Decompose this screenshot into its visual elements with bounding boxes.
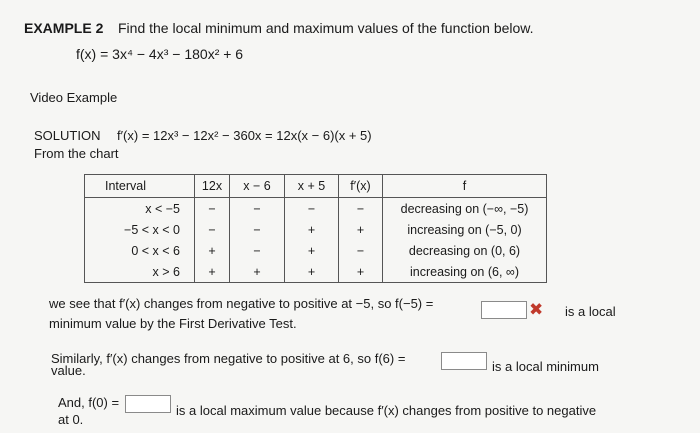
cell-sign: + [285, 261, 339, 283]
video-example-link[interactable]: Video Example [30, 90, 118, 105]
cell-behavior: increasing on (−5, 0) [383, 219, 547, 240]
cell-sign: − [195, 198, 230, 220]
header-12x: 12x [195, 175, 230, 198]
cell-sign: + [285, 219, 339, 240]
cell-behavior: increasing on (6, ∞) [383, 261, 547, 283]
cell-sign: − [230, 198, 285, 220]
derivative-expression: f′(x) = 12x³ − 12x² − 360x = 12x(x − 6)(x + 5) [117, 128, 372, 143]
cell-sign: − [195, 219, 230, 240]
value-text: value. [51, 363, 86, 378]
cell-behavior: decreasing on (−∞, −5) [383, 198, 547, 220]
solution-label: SOLUTION [34, 128, 101, 143]
header-interval: Interval [85, 175, 195, 198]
table-row [85, 261, 547, 283]
header-f: f [383, 175, 547, 198]
cell-interval: −5 < x < 0 [85, 219, 195, 240]
cell-sign: − [230, 240, 285, 261]
table-row [85, 240, 547, 261]
cell-sign: − [339, 198, 383, 220]
answer-f-neg5-input[interactable] [481, 301, 527, 319]
at-zero-text: at 0. [58, 412, 84, 427]
cell-behavior: decreasing on (0, 6) [383, 240, 547, 261]
answer-f-0-input[interactable] [125, 395, 171, 413]
incorrect-x-icon: ✖ [529, 300, 544, 319]
min-neg5-text: we see that f′(x) changes from negative to positive at −5, so f(−5) = [49, 296, 434, 311]
cell-sign: − [285, 198, 339, 220]
cell-sign: − [230, 219, 285, 240]
cell-interval: x < −5 [85, 198, 195, 220]
is-local-text: is a local [565, 304, 616, 319]
first-derivative-test-text: minimum value by the First Derivative Test. [49, 316, 297, 331]
local-maximum-text: is a local maximum value because f′(x) changes from positive to negative [176, 403, 597, 418]
and-f0-text: And, f(0) = [58, 395, 120, 410]
answer-f-6-input[interactable] [441, 352, 487, 370]
sign-chart-table [84, 174, 547, 283]
cell-sign: + [339, 261, 383, 283]
header-f-prime: f′(x) [339, 175, 383, 198]
similarly-text: Similarly, f′(x) changes from negative to positive at 6, so f(6) = [51, 351, 406, 366]
cell-sign: + [285, 240, 339, 261]
cell-sign: + [339, 219, 383, 240]
table-row [85, 219, 547, 240]
cell-interval: 0 < x < 6 [85, 240, 195, 261]
example-label: EXAMPLE 2 [24, 20, 104, 36]
from-chart-text: From the chart [34, 146, 119, 161]
cell-sign: − [339, 240, 383, 261]
cell-sign: + [195, 261, 230, 283]
cell-sign: + [230, 261, 285, 283]
table-header-row [85, 175, 547, 198]
cell-interval: x > 6 [85, 261, 195, 283]
example-instruction: Find the local minimum and maximum values of the function below. [118, 20, 534, 36]
table-row [85, 198, 547, 220]
function-expression: f(x) = 3x⁴ − 4x³ − 180x² + 6 [76, 46, 244, 62]
header-x-plus-5: x + 5 [285, 175, 339, 198]
is-local-minimum-text: is a local minimum [492, 359, 599, 374]
cell-sign: + [195, 240, 230, 261]
header-x-minus-6: x − 6 [230, 175, 285, 198]
